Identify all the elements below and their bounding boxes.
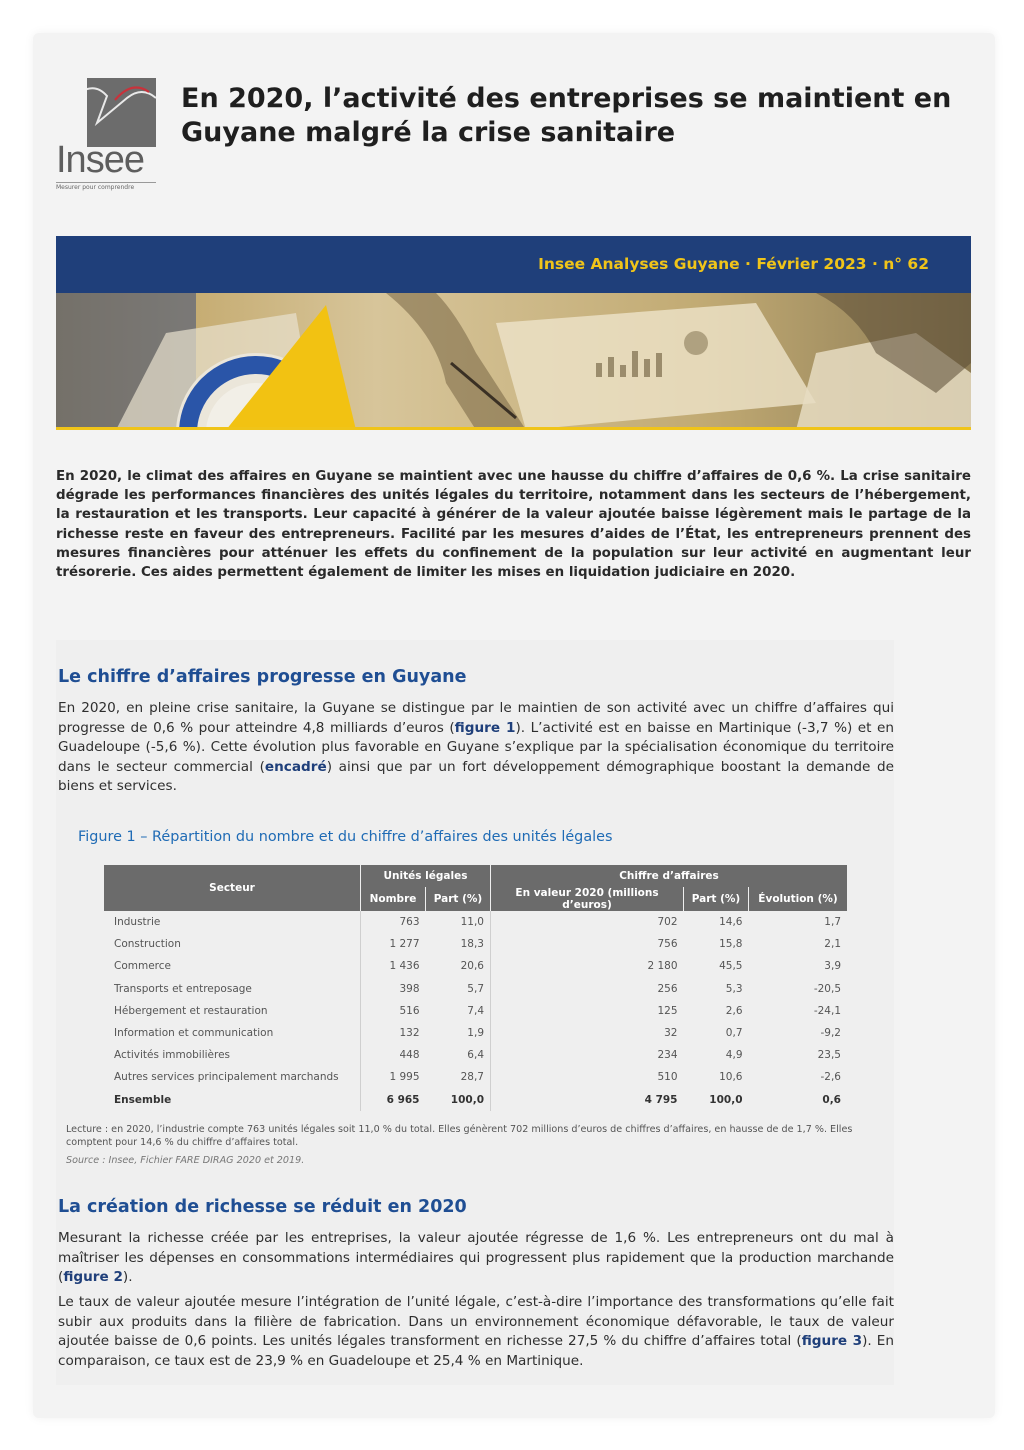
cell-share-revenue: 0,7 [725,1027,743,1040]
cell-sector: Activités immobilières [114,1049,231,1062]
cell-evolution: 2,1 [824,938,841,951]
encadre-link[interactable]: encadré [264,758,327,775]
section2-text-d: ). En comparaison, ce taux est de 23,9 % en Guadeloupe et 25,4 % en Martinique. [58,1333,894,1369]
logo-swoosh-icon [87,78,156,147]
header-group-units: Unités légales [361,865,491,887]
table-row [104,1044,847,1066]
cell-share-units: 5,7 [467,982,484,995]
figure1-title: Figure 1 – Répartition du nombre et du chiffre d’affaires des unités légales [78,829,613,845]
cell-sector: Transports et entreposage [114,982,252,995]
insee-logo [56,78,158,194]
cell-evolution: 1,7 [824,916,841,929]
cell-sector: Ensemble [114,1093,172,1106]
cell-count: 1 436 [361,955,426,977]
cell-share-revenue: 45,5 [719,960,743,973]
table-row [104,955,847,977]
cell-count: 1 277 [361,933,426,955]
table-row [104,1022,847,1044]
table-row [104,978,847,1000]
cell-share-units: 100,0 [450,1093,484,1106]
cell-evolution: -2,6 [820,1071,841,1084]
cell-sector: Hébergement et restauration [114,1004,268,1017]
header-share-revenue: Part (%) [684,887,749,911]
cell-count: 6 965 [361,1089,426,1111]
table-row [104,1000,847,1022]
section1-text-c: ) ainsi que par un fort développement démographique boostant la demande de biens et services. [58,758,894,794]
cell-value-2020: 4 795 [491,1089,684,1111]
cell-share-revenue: 2,6 [725,1004,743,1017]
cell-share-revenue: 15,8 [719,938,743,951]
table-row [104,1066,847,1088]
header-value-2020: En valeur 2020 (millions d’euros) [491,887,684,911]
header-evolution: Évolution (%) [749,887,848,911]
section2-paragraph-2 [58,1293,894,1371]
cell-value-2020: 510 [491,1066,684,1088]
header-group-revenue: Chiffre d’affaires [491,865,848,887]
summary-paragraph: En 2020, le climat des affaires en Guyane se maintient avec une hausse du chiffre d’affaires de 0,6 %. La crise sanitaire dégrade les performances financières des unités légales du territoire, notamment dans les secteurs de l’hébergement, la restauration et les transports. Leur capacité à générer de la valeur ajoutée baisse légèrement mais le partage de la richesse reste en faveur des entrepreneurs. Facilité par les mesures d’aides de l’État, les entrepreneurs prennent des mesures financières pour atténuer les effets du confinement de la population sur leur activité en augmentant leur trésorerie. Ces aides permettent également de limiter les mises en liquidation judiciaire en 2020. [56,469,971,581]
table-total-row [104,1089,847,1111]
cell-value-2020: 32 [491,1022,684,1044]
publication-band [56,236,971,293]
cell-count: 1 995 [361,1066,426,1088]
table-row [104,911,847,933]
cell-evolution: 3,9 [824,960,841,973]
banner-illustration [56,293,971,430]
logo-tagline: Mesurer pour comprendre [56,182,156,191]
cell-sector: Autres services principalement marchands [114,1071,339,1084]
cell-share-revenue: 10,6 [719,1071,743,1084]
section1-paragraph [58,699,894,797]
cell-count: 132 [361,1022,426,1044]
cell-share-revenue: 5,3 [725,982,743,995]
cell-count: 448 [361,1044,426,1066]
figure3-link[interactable]: figure 3 [801,1333,863,1349]
cell-share-units: 11,0 [460,916,484,929]
banner-image [56,293,971,430]
header-share-units: Part (%) [426,887,491,911]
cell-share-units: 18,3 [460,938,484,951]
section2-text-b: ). [122,1269,133,1285]
cell-sector: Construction [114,938,181,951]
page-title: En 2020, l’activité des entreprises se maintient en Guyane malgré la crise sanitaire [181,83,952,148]
cell-count: 398 [361,978,426,1000]
figure1-link[interactable]: figure 1 [454,719,516,736]
figure1-source: Source : Insee, Fichier FARE DIRAG 2020 et 2019. [66,1155,305,1166]
cell-count: 763 [361,911,426,933]
figure1-reading-note: Lecture : en 2020, l’industrie compte 763 unités légales soit 11,0 % du total. Elles génèrent 702 millions d’euros de chiffres d’affaires, en hausse de de 1,7 %. Elles comptent pour 14,6 % du chiffre d’affaires total. [66,1124,853,1148]
cell-value-2020: 756 [491,933,684,955]
figure1-table [104,865,847,1111]
logo-wordmark: Insee [56,139,144,181]
logo-square [87,78,156,147]
section-heading-wealth: La création de richesse se réduit en 2020 [58,1197,467,1217]
cell-share-units: 1,9 [467,1027,484,1040]
cell-sector: Industrie [114,916,161,929]
cell-value-2020: 2 180 [491,955,684,977]
cell-share-units: 28,7 [460,1071,484,1084]
section2-paragraph-1 [58,1229,894,1288]
cell-count: 516 [361,1000,426,1022]
cell-sector: Commerce [114,960,171,973]
figure2-link[interactable]: figure 2 [63,1269,123,1285]
cell-share-revenue: 100,0 [709,1093,743,1106]
cell-value-2020: 702 [491,911,684,933]
cell-value-2020: 256 [491,978,684,1000]
cell-share-revenue: 14,6 [719,916,743,929]
cell-sector: Information et communication [114,1027,274,1040]
cell-share-units: 20,6 [460,960,484,973]
header-count: Nombre [361,887,426,911]
cell-value-2020: 125 [491,1000,684,1022]
cell-share-units: 6,4 [467,1049,484,1062]
section1-text-a: En 2020, en pleine crise sanitaire, la Guyane se distingue par le maintien de son activité avec un chiffre d’affaires qui progresse de 0,6 % pour atteindre 4,8 milliards d’euros ( [58,700,894,736]
cell-evolution: 23,5 [817,1049,841,1062]
section1-text-b: ). L’activité est en baisse en Martinique (-3,7 %) et en Guadeloupe (-5,6 %). Cette évolution plus favorable en Guyane s’explique par la spécialisation économique du territoire dans le secteur commercial ( [58,719,894,775]
table-row [104,933,847,955]
cell-evolution: -24,1 [813,1004,841,1017]
cell-value-2020: 234 [491,1044,684,1066]
section2-text-a: Mesurant la richesse créée par les entreprises, la valeur ajoutée régresse de 1,6 %. Les entrepreneurs ont du mal à maîtriser les dépenses en consommations intermédiaires qui progressent plus rapidement que la production marchande ( [58,1230,894,1285]
section2-text-c: Le taux de valeur ajoutée mesure l’intégration de l’unité légale, c’est-à-dire l’importance des transformations qu’elle fait subir aux produits dans la filière de fabrication. Dans un environnement économique défavorable, le taux de valeur ajoutée baisse de 0,6 points. Les unités légales transforment en richesse 27,5 % du chiffre d’affaires total ( [58,1294,894,1349]
cell-evolution: -20,5 [813,982,841,995]
issue-label: Insee Analyses Guyane · Février 2023 · n° 62 [538,255,929,273]
cell-evolution: -9,2 [820,1027,841,1040]
cell-evolution: 0,6 [822,1093,841,1106]
cell-share-revenue: 4,9 [725,1049,743,1062]
header-sector: Secteur [104,865,361,911]
section-heading-revenue: Le chiffre d’affaires progresse en Guyane [58,667,467,687]
cell-share-units: 7,4 [467,1004,484,1017]
